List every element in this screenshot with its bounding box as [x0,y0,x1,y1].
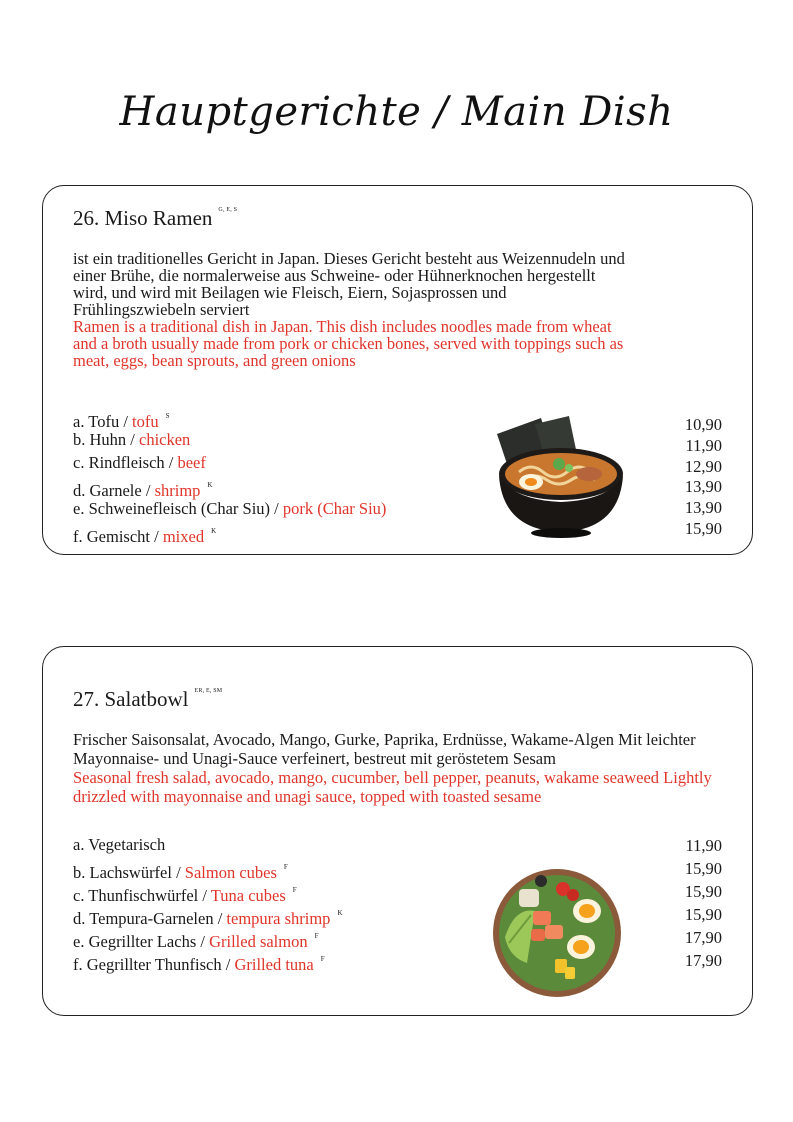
page-title: Hauptgerichte / Main Dish [119,88,674,135]
variant-item [73,879,343,905]
price: 11,90 [685,836,722,855]
variant-item [73,405,386,431]
variant-item [73,833,343,856]
dish-description [73,250,753,369]
price: 17,90 [684,928,722,947]
variant-label-de: e. Gegrillter Lachs / [73,932,210,951]
variant-label-de: a. Vegetarisch [73,835,166,854]
variant-label-en: Grilled tuna [234,955,314,974]
allergen-mark: F [292,886,297,894]
variant-label-de: e. Schweinefleisch (Char Siu) / [73,499,283,518]
allergen-codes: G, E, S [218,207,238,213]
allergen-codes: ER, E, SM [194,688,223,694]
variant-item [73,497,386,520]
dish-title [73,206,237,231]
variant-label-de: c. Rindfleisch / [73,453,178,472]
allergen-mark: F [283,863,288,871]
price: 15,90 [684,905,722,924]
price-list [685,415,722,540]
dish-card-miso-ramen [42,185,753,555]
variant-label-de: f. Gemischt / [73,527,163,546]
variant-label-en: tempura shrimp [226,909,331,928]
variant-label-en: mixed [162,527,205,546]
variant-label-de: a. Tofu / [73,412,133,431]
price: 13,90 [684,498,722,518]
description-english: Seasonal fresh salad, avocado, mango, cucumber, bell pepper, peanuts, wakame seaweed Lightly drizzled with mayonnaise and unagi sauce, topped with toasted sesame [73,768,712,806]
ramen-bowl-image [489,412,629,542]
variant-label-de: c. Thunfischwürfel / [73,886,211,905]
allergen-mark: K [211,527,217,535]
dish-card-salatbowl [42,646,753,1016]
variant-label-en: Tuna cubes [210,886,286,905]
variant-label-en: shrimp [154,481,201,500]
price: 17,90 [684,951,722,970]
variant-label-en: chicken [139,430,191,449]
price: 11,90 [685,435,722,455]
dish-name: 27. Salatbowl [73,687,189,711]
variant-item [73,474,386,500]
variant-label-de: d. Garnele / [73,481,155,500]
price: 12,90 [684,456,722,476]
variant-item [73,902,343,928]
variant-item [73,520,386,546]
variant-item [73,948,343,974]
variant-label-en: Grilled salmon [209,932,308,951]
variant-label-en: beef [177,453,206,472]
price: 13,90 [684,477,722,497]
price: 15,90 [684,518,722,538]
allergen-mark: F [320,955,325,963]
variant-item [73,925,343,951]
dish-description [73,730,753,806]
variant-item [73,856,343,882]
price-list [685,834,722,972]
variant-label-en: pork (Char Siu) [282,499,387,518]
variant-label-en: Salmon cubes [184,863,277,882]
variant-label-de: b. Lachswürfel / [73,863,185,882]
allergen-mark: K [337,909,343,917]
variant-label-de: f. Gegrillter Thunfisch / [73,955,235,974]
variant-label-de: b. Huhn / [73,430,139,449]
allergen-mark: K [207,481,213,489]
price: 15,90 [684,882,722,901]
dish-title [73,687,222,712]
allergen-mark: S [165,412,170,420]
description-german: ist ein traditionelles Gericht in Japan. Dieses Gericht besteht aus Weizennudeln und einer Brühe, die normalerweise aus Schweine- oder Hühnerknochen hergestellt wird, und wird mit Beilagen wie Fleisch, Eiern, Sojasprossen und Frühlingszwiebeln serviert [73,249,625,319]
variant-label-en: tofu [132,412,159,431]
allergen-mark: F [314,932,319,940]
salad-bowl-image [491,867,623,999]
variant-item [73,428,386,451]
variant-list [73,405,387,546]
variant-list [73,833,343,974]
description-german: Frischer Saisonsalat, Avocado, Mango, Gurke, Paprika, Erdnüsse, Wakame-Algen Mit leichter Mayonnaise- und Unagi-Sauce verfeinert, bestreut mit geröstetem Sesam [73,730,696,768]
price: 10,90 [684,415,722,434]
description-english: Ramen is a traditional dish in Japan. This dish includes noodles made from wheat and a broth usually made from pork or chicken bones, served with toppings such as meat, eggs, bean sprouts, and green onions [73,317,624,370]
variant-label-de: d. Tempura-Garnelen / [73,909,227,928]
dish-name: 26. Miso Ramen [73,206,213,230]
price: 15,90 [684,859,722,878]
variant-item [73,451,386,474]
